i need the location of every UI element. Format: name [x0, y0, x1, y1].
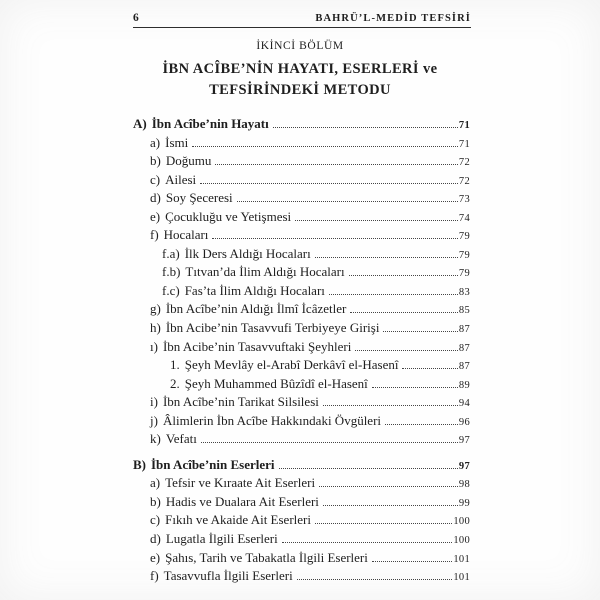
toc-dot-leader: [200, 183, 458, 184]
toc-dot-leader: [383, 331, 457, 332]
toc-entry-title: İbn Acibe’nin Tasavvuftaki Şeyhleri: [162, 338, 352, 354]
toc-entry: [133, 376, 470, 395]
toc-dot-leader: [201, 442, 458, 443]
toc-entry-page: 83: [458, 286, 470, 298]
toc-entry-label: f): [150, 227, 159, 243]
toc-entry-label: h): [150, 320, 161, 336]
toc-entry-label: b): [150, 153, 161, 169]
toc-entry-title: Şeyh Muhammed Bûzîdî el-Hasenî: [184, 375, 368, 391]
toc-entry-page: 87: [458, 324, 470, 336]
toc-entry-page: 79: [458, 268, 470, 280]
toc-entry-page: 101: [453, 553, 470, 565]
toc-entry-title: Çocukluğu ve Yetişmesi: [165, 208, 292, 224]
toc-entry-title: İbn Acîbe’nin Aldığı İlmî İcâzetler: [165, 301, 347, 317]
toc-entry-label: 1.: [170, 357, 180, 373]
running-title: BAHRÜ’L-MEDİD TEFSİRİ: [315, 13, 471, 24]
toc-entry-page: 100: [453, 516, 470, 528]
toc-entry-title: Hocaları: [163, 227, 209, 243]
toc-entry-page: 87: [458, 361, 470, 373]
toc-entry-page: 72: [458, 175, 470, 187]
toc-dot-leader: [350, 312, 458, 313]
toc-dot-leader: [329, 294, 458, 295]
toc-entry-page: 99: [458, 497, 470, 509]
toc-dot-leader: [215, 164, 458, 165]
toc-entry: [133, 394, 470, 413]
toc-entry: [133, 301, 470, 320]
toc-entry: [133, 531, 470, 550]
toc-entry-label: b): [150, 493, 161, 509]
toc-entry: [133, 512, 470, 531]
toc-entry-page: 87: [458, 342, 470, 354]
toc-entry-label: f.a): [162, 245, 180, 261]
toc-dot-leader: [212, 238, 457, 239]
chapter-title-line2: TEFSİRİNDEKİ METODU: [209, 81, 391, 98]
toc-entry-page: 94: [458, 398, 470, 410]
toc-dot-leader: [323, 505, 458, 506]
toc-dot-leader: [349, 275, 458, 276]
toc-entry-title: Tıtvan’da İlim Aldığı Hocaları: [185, 264, 345, 280]
toc-dot-leader: [192, 146, 458, 147]
toc-dot-leader: [237, 201, 458, 202]
toc-dot-leader: [372, 387, 458, 388]
toc-entry-label: c): [150, 171, 161, 187]
toc-entry-page: 89: [458, 379, 470, 391]
toc-dot-leader: [385, 424, 458, 425]
toc-entry-label: i): [150, 394, 158, 410]
toc-entry-title: İbn Acibe’nin Tasavvufi Terbiyeye Girişi: [165, 320, 380, 336]
toc-entry-label: g): [150, 301, 161, 317]
toc-dot-leader: [295, 220, 458, 221]
toc-entry: [133, 494, 470, 513]
toc-dot-leader: [315, 257, 458, 258]
toc-entry-label: f.b): [162, 264, 181, 280]
toc-entry: [133, 320, 470, 339]
toc-dot-leader: [297, 579, 453, 580]
toc-dot-leader: [282, 542, 453, 543]
toc-entry-title: Âlimlerin İbn Acîbe Hakkındaki Övgüleri: [162, 412, 382, 428]
toc-entry-page: 72: [458, 157, 470, 169]
toc-entry-title: Soy Şeceresi: [165, 190, 233, 206]
toc-entry-page: 97: [458, 435, 470, 447]
toc-entry: [133, 209, 470, 228]
toc-entry: [133, 550, 470, 569]
toc-entry-title: Vefatı: [165, 431, 197, 447]
toc-entry-title: Şeyh Mevlây el-Arabî Derkâvî el-Hasenî: [184, 357, 399, 373]
toc-dot-leader: [279, 468, 458, 469]
toc-dot-leader: [273, 127, 458, 128]
chapter-kicker: İKİNCİ BÖLÜM: [256, 40, 344, 52]
toc-dot-leader: [402, 368, 457, 369]
toc-entry: [133, 153, 470, 172]
toc-entry-title: Tasavvufla İlgili Eserleri: [163, 568, 293, 584]
toc-entry: [133, 413, 470, 432]
page-number: 6: [133, 12, 139, 24]
toc-entry-label: B): [133, 456, 146, 472]
toc-entry-page: 71: [458, 138, 470, 150]
toc-entry-page: 96: [458, 416, 470, 428]
toc-entry-title: Fas’ta İlim Aldığı Hocaları: [184, 282, 325, 298]
toc-entry: [133, 457, 470, 476]
toc-entry: [133, 116, 470, 135]
toc-entry-page: 79: [458, 249, 470, 261]
toc-entry-title: Şahıs, Tarih ve Tabakatla İlgili Eserleri: [165, 549, 368, 565]
toc-entry-title: İbn Acîbe’nin Tarikat Silsilesi: [162, 394, 319, 410]
toc-list: [133, 116, 470, 587]
toc-entry-title: Doğumu: [165, 153, 212, 169]
toc-entry-label: d): [150, 531, 161, 547]
toc-entry-label: j): [150, 412, 158, 428]
toc-entry-title: Lugatla İlgili Eserleri: [165, 531, 278, 547]
toc-dot-leader: [355, 350, 458, 351]
toc-entry: [133, 135, 470, 154]
toc-entry: [133, 431, 470, 450]
toc-entry-label: d): [150, 190, 161, 206]
toc-dot-leader: [323, 405, 458, 406]
toc-entry-label: a): [150, 134, 161, 150]
chapter-heading: [0, 40, 600, 100]
toc-entry-label: 2.: [170, 375, 180, 391]
toc-entry: [133, 339, 470, 358]
toc-entry-page: 100: [453, 535, 470, 547]
toc-entry-page: 97: [458, 460, 470, 472]
toc-dot-leader: [372, 561, 452, 562]
toc-entry: [133, 475, 470, 494]
toc-entry: [133, 246, 470, 265]
toc-entry-page: 79: [458, 231, 470, 243]
toc-entry-page: 98: [458, 479, 470, 491]
toc-entry-page: 73: [458, 194, 470, 206]
toc-entry-page: 71: [458, 120, 470, 131]
toc-entry: [133, 172, 470, 191]
toc-entry: [133, 264, 470, 283]
toc-entry: [133, 190, 470, 209]
chapter-title-line1: İBN ACÎBE’NİN HAYATI, ESERLERİ ve: [162, 61, 438, 77]
toc-entry-title: Fıkıh ve Akaide Ait Eserleri: [165, 512, 311, 528]
page-header: [133, 12, 471, 28]
toc-entry-title: Tefsir ve Kıraate Ait Eserleri: [165, 475, 316, 491]
toc-entry: [133, 227, 470, 246]
toc-entry-title: İbn Acîbe’nin Eserleri: [151, 456, 275, 472]
toc-entry-title: İlk Ders Aldığı Hocaları: [184, 245, 311, 261]
toc-entry-title: Hadis ve Dualara Ait Eserleri: [165, 493, 319, 509]
toc-entry: [133, 283, 470, 302]
toc-dot-leader: [315, 523, 452, 524]
toc-dot-leader: [319, 486, 458, 487]
toc-entry: [133, 568, 470, 587]
toc-entry: [133, 357, 470, 376]
toc-entry-page: 101: [453, 572, 470, 584]
toc-entry-label: e): [150, 549, 161, 565]
toc-entry-page: 74: [458, 212, 470, 224]
toc-entry-label: e): [150, 208, 161, 224]
toc-entry-label: k): [150, 431, 161, 447]
toc-entry-label: a): [150, 475, 161, 491]
toc-entry-label: f): [150, 568, 159, 584]
toc-entry-label: c): [150, 512, 161, 528]
toc-entry-title: İsmi: [165, 134, 189, 150]
toc-entry-page: 85: [458, 305, 470, 317]
toc-entry-title: Ailesi: [165, 171, 197, 187]
toc-entry-title: İbn Acîbe’nin Hayatı: [151, 116, 269, 131]
toc-entry-label: ı): [150, 338, 158, 354]
toc-entry-label: f.c): [162, 282, 180, 298]
toc-entry-label: A): [133, 116, 147, 131]
